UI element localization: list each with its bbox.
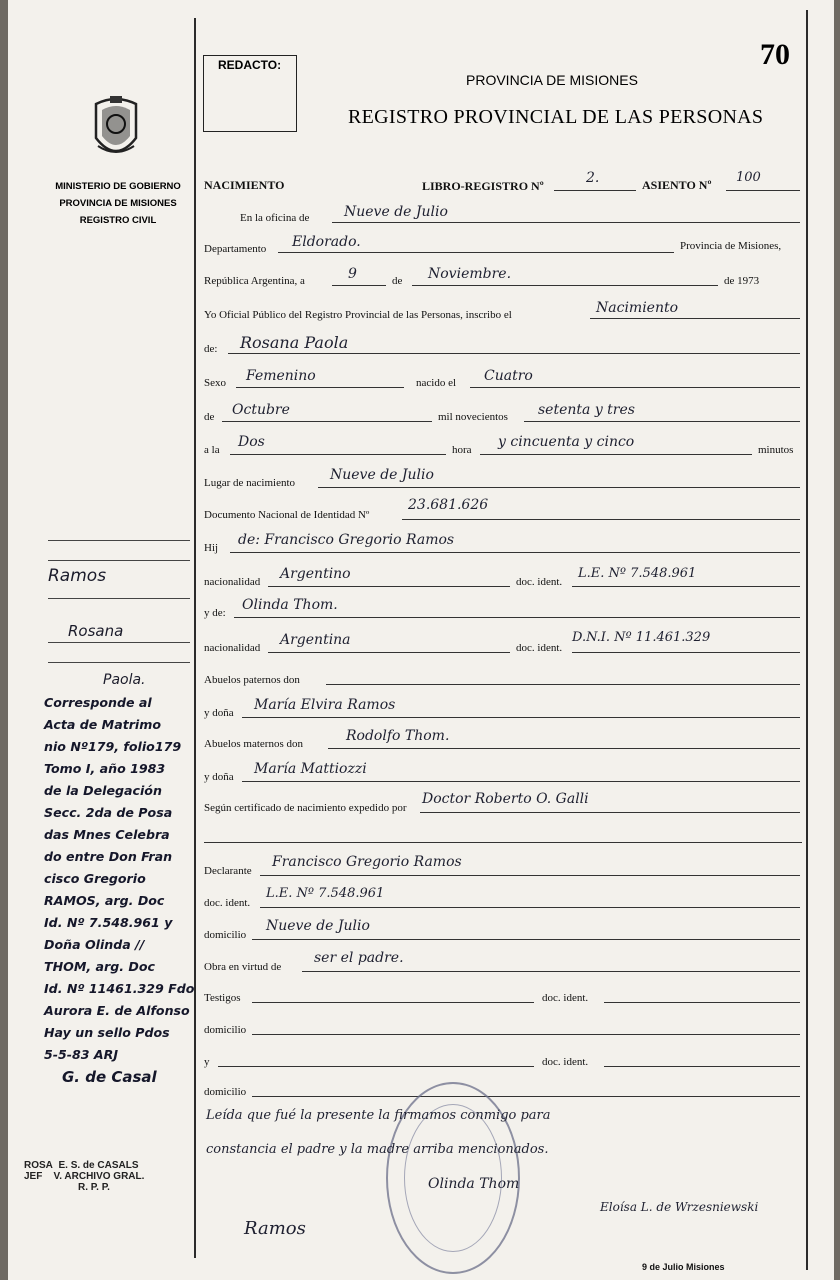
oficial-label: Yo Oficial Público del Registro Provincial de las Personas, inscribo el xyxy=(204,309,512,321)
father-signature: Ramos xyxy=(244,1218,306,1239)
day-value: 9 xyxy=(348,266,357,282)
fill-line xyxy=(420,812,800,813)
fill-line xyxy=(554,190,636,191)
fill-line xyxy=(302,971,800,972)
minutos-value: y cincuenta y cinco xyxy=(498,434,635,450)
nacido-label: nacido el xyxy=(416,377,457,389)
sidebar-rule xyxy=(48,560,190,561)
nac1-value: Argentino xyxy=(280,566,351,582)
oficial-value: Nacimiento xyxy=(596,300,679,316)
note-line: Corresponde al xyxy=(44,695,152,710)
ministry-line: REGISTRO CIVIL xyxy=(79,215,157,226)
separator-rule xyxy=(204,842,802,843)
departamento-label: Departamento xyxy=(204,243,267,255)
fill-line xyxy=(590,318,800,319)
closing-line: constancia el padre y la madre arriba mencionados. xyxy=(206,1142,549,1157)
fill-line xyxy=(572,586,800,587)
note-line: cisco Gregorio xyxy=(44,871,146,886)
month2-value: Octubre xyxy=(232,402,290,418)
fill-line xyxy=(252,1002,534,1003)
ydona1-label: y doña xyxy=(204,707,234,719)
nac2-label: nacionalidad xyxy=(204,642,261,654)
domicilio-value: Nueve de Julio xyxy=(266,918,370,934)
note-line: Id. Nº 7.548.961 y xyxy=(44,915,173,930)
year-words: setenta y tres xyxy=(538,402,635,418)
fill-line xyxy=(326,684,800,685)
note-line: THOM, arg. Doc xyxy=(44,959,156,974)
fill-line xyxy=(252,1034,800,1035)
domicilio3-label: domicilio xyxy=(204,1086,247,1098)
oficina-value: Nueve de Julio xyxy=(344,204,448,220)
page-number: 70 xyxy=(760,38,790,71)
stamp-text: R. P. P. xyxy=(78,1182,110,1193)
fill-line xyxy=(236,387,404,388)
hora-value: Dos xyxy=(238,434,265,450)
official-caption: 9 de Julio Misiones xyxy=(642,1262,725,1272)
ministry-block xyxy=(44,178,192,229)
closing-line: Leída que fué la presente la firmamos conmigo para xyxy=(206,1108,551,1123)
note-line: Aurora E. de Alfonso xyxy=(44,1003,190,1018)
docid4-label: doc. ident. xyxy=(542,1056,589,1068)
hijo-value: de: Francisco Gregorio Ramos xyxy=(238,532,455,548)
fill-line xyxy=(480,454,752,455)
provincia-label: Provincia de Misiones, xyxy=(680,240,782,252)
name-value: Rosana Paola xyxy=(240,333,349,352)
sidebar-name2: Paola. xyxy=(103,672,146,688)
year-label: de 1973 xyxy=(724,275,760,287)
note-line: do entre Don Fran xyxy=(44,849,173,864)
sidebar-surname: Ramos xyxy=(48,566,107,586)
fill-line xyxy=(412,285,718,286)
sexo-label: Sexo xyxy=(204,377,226,389)
y-label: y xyxy=(204,1056,210,1068)
domicilio-label: domicilio xyxy=(204,929,247,941)
hora-label: hora xyxy=(452,444,472,456)
certificado-value: Doctor Roberto O. Galli xyxy=(422,791,589,807)
note-line: Id. Nº 11461.329 Fdo xyxy=(44,981,195,996)
abuela-materna-value: María Mattiozzi xyxy=(254,761,367,777)
fill-line xyxy=(234,617,800,618)
oficina-label: En la oficina de xyxy=(240,212,310,224)
note-line: Acta de Matrimo xyxy=(44,717,162,732)
libro-label: LIBRO-REGISTRO Nº xyxy=(422,179,544,193)
fill-line xyxy=(260,875,800,876)
departamento-value: Eldorado. xyxy=(292,234,361,250)
note-line: RAMOS, arg. Doc xyxy=(44,893,165,908)
fill-line xyxy=(218,1066,534,1067)
fill-line xyxy=(252,1096,800,1097)
fill-line xyxy=(604,1066,800,1067)
fill-line xyxy=(260,907,800,908)
declarante-value: Francisco Gregorio Ramos xyxy=(272,854,462,870)
sexo-value: Femenino xyxy=(246,368,316,384)
province-heading: PROVINCIA DE MISIONES xyxy=(466,72,638,88)
libro-value: 2. xyxy=(586,170,600,186)
abuelos-maternos-label: Abuelos maternos don xyxy=(204,738,303,750)
nacido-value: Cuatro xyxy=(484,368,533,384)
note-signature: G. de Casal xyxy=(62,1068,157,1086)
fill-line xyxy=(470,387,800,388)
mother-signature: Olinda Thom xyxy=(428,1176,520,1192)
fill-line xyxy=(222,421,432,422)
de-label: de xyxy=(392,275,403,287)
archive-stamp xyxy=(24,1160,144,1193)
certificado-label: Según certificado de nacimiento expedido por xyxy=(204,802,407,814)
coat-of-arms-icon xyxy=(88,94,144,166)
fill-line xyxy=(268,586,510,587)
ministry-line: MINISTERIO DE GOBIERNO xyxy=(55,181,181,192)
docid2-label: doc. ident. xyxy=(516,642,563,654)
fill-line xyxy=(524,421,800,422)
sidebar-rule xyxy=(48,662,190,663)
fill-line xyxy=(726,190,800,191)
fill-line xyxy=(242,717,800,718)
page-edge-rule xyxy=(806,10,808,1270)
fill-line xyxy=(278,252,674,253)
fill-line xyxy=(268,652,510,653)
mother-value: Olinda Thom. xyxy=(242,597,338,613)
abuelos-paternos-label: Abuelos paternos don xyxy=(204,674,300,686)
asiento-value: 100 xyxy=(736,170,761,185)
yde-label: y de: xyxy=(204,607,226,619)
lugar-value: Nueve de Julio xyxy=(330,467,434,483)
obra-value: ser el padre. xyxy=(314,950,404,966)
fill-line xyxy=(604,1002,800,1003)
month-value: Noviembre. xyxy=(428,266,512,282)
stamp-text: JEF xyxy=(24,1171,43,1182)
docid2-value: D.N.I. Nº 11.461.329 xyxy=(572,630,711,645)
note-line: Tomo I, año 1983 xyxy=(44,761,166,776)
ydona2-label: y doña xyxy=(204,771,234,783)
abuela-paterna-value: María Elvira Ramos xyxy=(254,697,396,713)
nac2-value: Argentina xyxy=(280,632,351,648)
stamp-text: E. S. de CASALS xyxy=(58,1160,139,1171)
stamp-text: ROSA xyxy=(24,1160,53,1171)
fill-line xyxy=(332,222,800,223)
note-line: 5-5-83 ARJ xyxy=(44,1047,119,1062)
note-line: Doña Olinda // xyxy=(44,937,145,952)
note-line: de la Delegación xyxy=(44,783,162,798)
fill-line xyxy=(328,748,800,749)
dni-label: Documento Nacional de Identidad Nº xyxy=(204,509,370,521)
fill-line xyxy=(228,353,800,354)
de2-label: de xyxy=(204,411,215,423)
sidebar-name1: Rosana xyxy=(68,622,124,640)
fill-line xyxy=(252,939,800,940)
docident-label: doc. ident. xyxy=(204,897,251,909)
marginal-note xyxy=(44,692,196,1088)
docident-value: L.E. Nº 7.548.961 xyxy=(266,886,385,901)
registry-page xyxy=(8,0,834,1280)
asiento-label: ASIENTO Nº xyxy=(642,178,712,192)
docid1-value: L.E. Nº 7.548.961 xyxy=(578,566,697,581)
fill-line xyxy=(230,454,446,455)
fill-line xyxy=(572,652,800,653)
ala-label: a la xyxy=(204,444,220,456)
nac1-label: nacionalidad xyxy=(204,576,261,588)
de-name-label: de: xyxy=(204,343,218,355)
redacto-box xyxy=(203,55,297,132)
docid3-label: doc. ident. xyxy=(542,992,589,1004)
docid1-label: doc. ident. xyxy=(516,576,563,588)
testigos-label: Testigos xyxy=(204,992,241,1004)
note-line: das Mnes Celebra xyxy=(44,827,170,842)
sidebar-rule xyxy=(48,598,190,599)
dni-value: 23.681.626 xyxy=(408,497,489,513)
official-signature: Eloísa L. de Wrzesniewski xyxy=(600,1200,759,1214)
minutos-label: minutos xyxy=(758,444,794,456)
fill-line xyxy=(402,519,800,520)
republica-label: República Argentina, a xyxy=(204,275,305,287)
sidebar-rule xyxy=(48,540,190,541)
fill-line xyxy=(230,552,800,553)
registry-title: REGISTRO PROVINCIAL DE LAS PERSONAS xyxy=(348,106,764,128)
fill-line xyxy=(242,781,800,782)
ministry-line: PROVINCIA DE MISIONES xyxy=(59,198,177,209)
stamp-text: V. ARCHIVO GRAL. xyxy=(53,1171,145,1182)
nacimiento-label: NACIMIENTO xyxy=(204,178,285,192)
note-line: Secc. 2da de Posa xyxy=(44,805,173,820)
domicilio2-label: domicilio xyxy=(204,1024,247,1036)
lugar-label: Lugar de nacimiento xyxy=(204,477,296,489)
fill-line xyxy=(318,487,800,488)
abuelo-materno-value: Rodolfo Thom. xyxy=(346,728,450,744)
note-line: Hay un sello Pdos xyxy=(44,1025,170,1040)
hijo-label: Hij xyxy=(204,542,219,554)
sidebar-rule xyxy=(48,642,190,643)
mil-label: mil novecientos xyxy=(438,411,508,423)
fill-line xyxy=(332,285,386,286)
redacto-label: REDACTO: xyxy=(218,58,282,72)
note-line: nio Nº179, folio179 xyxy=(44,739,182,754)
obra-label: Obra en virtud de xyxy=(204,961,282,973)
declarante-label: Declarante xyxy=(204,865,252,877)
